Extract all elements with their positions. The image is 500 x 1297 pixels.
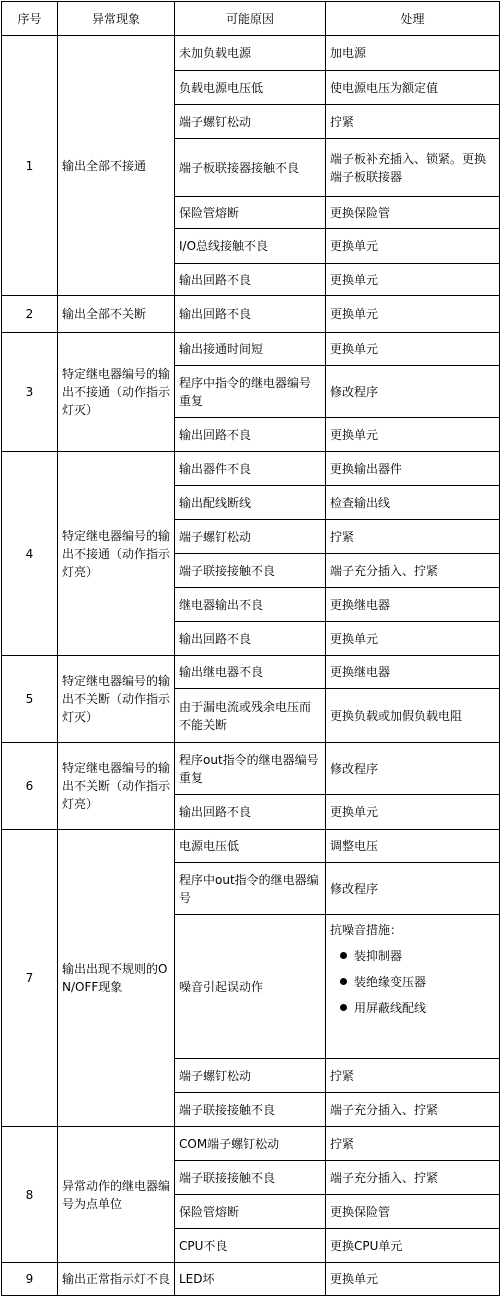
table-row [2, 1127, 500, 1161]
measure-list [330, 947, 495, 1017]
header-no: 序号 [2, 2, 58, 36]
cause-cell: 程序out指令的继电器编号重复 [175, 743, 326, 795]
action-cell: 端子板补充插入、锁紧。更换端子板联接器 [326, 139, 500, 197]
header-action: 处理 [326, 2, 500, 36]
bullet-icon [340, 1004, 347, 1011]
cause-cell: 程序中out指令的继电器编号 [175, 863, 326, 915]
row-number: 9 [2, 1263, 58, 1296]
table-row [2, 333, 500, 366]
action-cell: 更换保险管 [326, 197, 500, 229]
cause-cell: 输出接通时间短 [175, 333, 326, 366]
row-number: 5 [2, 656, 58, 743]
row-number: 2 [2, 296, 58, 333]
row-number: 6 [2, 743, 58, 830]
action-cell [326, 915, 500, 1059]
cause-cell: 端子联接接触不良 [175, 1093, 326, 1127]
cause-cell: 输出回路不良 [175, 264, 326, 296]
action-cell: 拧紧 [326, 520, 500, 554]
header-row [2, 2, 500, 36]
phenomenon-cell: 输出全部不接通 [58, 36, 175, 296]
cause-cell: 输出回路不良 [175, 296, 326, 333]
measure-text: 用屏蔽线配线 [354, 1001, 427, 1015]
action-cell: 加电源 [326, 36, 500, 71]
cause-cell: 输出器件不良 [175, 452, 326, 486]
row-number: 7 [2, 830, 58, 1127]
measure-text: 装抑制器 [354, 949, 403, 963]
action-cell: 更换单元 [326, 264, 500, 296]
action-cell: 更换输出器件 [326, 452, 500, 486]
phenomenon-cell: 特定继电器编号的输出不关断（动作指示灯灭） [58, 656, 175, 743]
action-cell: 端子充分插入、拧紧 [326, 1161, 500, 1195]
header-cause: 可能原因 [175, 2, 326, 36]
cause-cell: 输出回路不良 [175, 622, 326, 656]
action-cell: 更换单元 [326, 333, 500, 366]
list-item [354, 947, 495, 965]
table-row [2, 36, 500, 71]
table-row [2, 656, 500, 689]
cause-cell: 端子螺钉松动 [175, 105, 326, 139]
action-cell: 使电源电压为额定值 [326, 71, 500, 105]
action-cell: 端子充分插入、拧紧 [326, 1093, 500, 1127]
action-cell: 更换继电器 [326, 656, 500, 689]
phenomenon-cell: 异常动作的继电器编号为点单位 [58, 1127, 175, 1263]
action-cell: 更换单元 [326, 229, 500, 264]
action-cell: 更换单元 [326, 1263, 500, 1296]
phenomenon-cell: 输出全部不关断 [58, 296, 175, 333]
action-cell: 更换单元 [326, 622, 500, 656]
cause-cell: 输出回路不良 [175, 418, 326, 452]
action-cell: 修改程序 [326, 743, 500, 795]
cause-cell: 噪音引起误动作 [175, 915, 326, 1059]
phenomenon-cell: 特定继电器编号的输出不接通（动作指示灯灭） [58, 333, 175, 452]
action-cell: 检查输出线 [326, 486, 500, 520]
table-row [2, 296, 500, 333]
list-item [354, 973, 495, 991]
cause-cell: 负载电源电压低 [175, 71, 326, 105]
action-cell: 修改程序 [326, 863, 500, 915]
table-row [2, 1263, 500, 1296]
table-row [2, 830, 500, 863]
table-body [2, 36, 500, 1296]
cause-cell: CPU不良 [175, 1229, 326, 1263]
action-cell: 更换单元 [326, 795, 500, 830]
action-cell: 更换保险管 [326, 1195, 500, 1229]
table-row [2, 743, 500, 795]
action-cell: 更换继电器 [326, 588, 500, 622]
action-cell: 拧紧 [326, 1059, 500, 1093]
measure-title: 抗噪音措施： [330, 923, 403, 937]
cause-cell: 端子螺钉松动 [175, 520, 326, 554]
action-cell: 更换单元 [326, 418, 500, 452]
action-cell: 修改程序 [326, 366, 500, 418]
cause-cell: I/O总线接触不良 [175, 229, 326, 264]
phenomenon-cell: 输出出现不规则的ON/OFF现象 [58, 830, 175, 1127]
cause-cell: 继电器输出不良 [175, 588, 326, 622]
cause-cell: 保险管熔断 [175, 1195, 326, 1229]
cause-cell: 端子板联接器接触不良 [175, 139, 326, 197]
action-cell: 更换负载或加假负载电阻 [326, 689, 500, 743]
cause-cell: LED坏 [175, 1263, 326, 1296]
troubleshooting-table [1, 1, 500, 1296]
cause-cell: 由于漏电流或残余电压而不能关断 [175, 689, 326, 743]
row-number: 4 [2, 452, 58, 656]
cause-cell: 未加负载电源 [175, 36, 326, 71]
action-cell: 更换CPU单元 [326, 1229, 500, 1263]
row-number: 8 [2, 1127, 58, 1263]
header-phenomenon: 异常现象 [58, 2, 175, 36]
action-cell: 拧紧 [326, 1127, 500, 1161]
table-header [2, 2, 500, 36]
measure-text: 装绝缘变压器 [354, 975, 427, 989]
cause-cell: 电源电压低 [175, 830, 326, 863]
cause-cell: 端子联接接触不良 [175, 1161, 326, 1195]
row-number: 1 [2, 36, 58, 296]
phenomenon-cell: 特定继电器编号的输出不关断（动作指示灯亮） [58, 743, 175, 830]
action-cell: 调整电压 [326, 830, 500, 863]
cause-cell: 输出回路不良 [175, 795, 326, 830]
phenomenon-cell: 输出正常指示灯不良 [58, 1263, 175, 1296]
bullet-icon [340, 978, 347, 985]
bullet-icon [340, 952, 347, 959]
cause-cell: 端子螺钉松动 [175, 1059, 326, 1093]
action-cell: 拧紧 [326, 105, 500, 139]
cause-cell: 保险管熔断 [175, 197, 326, 229]
action-cell: 端子充分插入、拧紧 [326, 554, 500, 588]
row-number: 3 [2, 333, 58, 452]
action-cell: 更换单元 [326, 296, 500, 333]
cause-cell: 端子联接接触不良 [175, 554, 326, 588]
cause-cell: 程序中指令的继电器编号重复 [175, 366, 326, 418]
cause-cell: COM端子螺钉松动 [175, 1127, 326, 1161]
cause-cell: 输出继电器不良 [175, 656, 326, 689]
table-row [2, 452, 500, 486]
phenomenon-cell: 特定继电器编号的输出不接通（动作指示灯亮） [58, 452, 175, 656]
cause-cell: 输出配线断线 [175, 486, 326, 520]
list-item [354, 999, 495, 1017]
